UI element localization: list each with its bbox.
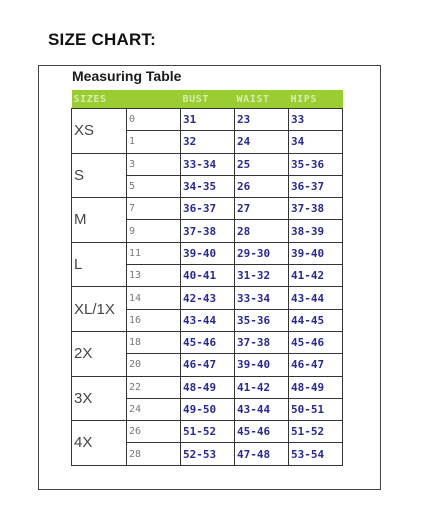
table-row [72,331,343,353]
size-label-cell: 4X [72,421,127,466]
size-number-cell: 18 [127,331,181,353]
hips-cell: 35-36 [289,153,343,175]
size-number-cell: 0 [127,109,181,131]
waist-cell: 45-46 [235,421,289,443]
waist-cell: 28 [235,220,289,242]
bust-cell: 42-43 [181,287,235,309]
size-label-cell: S [72,153,127,198]
hips-cell: 37-38 [289,198,343,220]
table-body [72,109,343,466]
hips-cell: 50-51 [289,398,343,420]
waist-cell: 26 [235,175,289,197]
bust-cell: 39-40 [181,242,235,264]
size-label-cell: 3X [72,376,127,421]
header-number [127,90,181,109]
header-bust: BUST [181,90,235,109]
hips-cell: 51-52 [289,421,343,443]
size-label-cell: M [72,198,127,243]
bust-cell: 40-41 [181,265,235,287]
waist-cell: 41-42 [235,376,289,398]
measuring-table [71,90,343,466]
table-row [72,421,343,443]
size-number-cell: 7 [127,198,181,220]
page-heading: SIZE CHART: [48,30,156,49]
hips-cell: 46-47 [289,354,343,376]
hips-cell: 48-49 [289,376,343,398]
size-number-cell: 1 [127,131,181,153]
waist-cell: 25 [235,153,289,175]
bust-cell: 34-35 [181,175,235,197]
table-row [72,376,343,398]
size-number-cell: 26 [127,421,181,443]
bust-cell: 33-34 [181,153,235,175]
bust-cell: 37-38 [181,220,235,242]
waist-cell: 43-44 [235,398,289,420]
size-label-cell: 2X [72,331,127,376]
bust-cell: 45-46 [181,331,235,353]
table-row [72,287,343,309]
bust-cell: 46-47 [181,354,235,376]
header-sizes: SIZES [72,90,127,109]
size-number-cell: 13 [127,265,181,287]
size-number-cell: 24 [127,398,181,420]
hips-cell: 41-42 [289,265,343,287]
waist-cell: 35-36 [235,309,289,331]
bust-cell: 51-52 [181,421,235,443]
size-label-cell: L [72,242,127,287]
size-number-cell: 28 [127,443,181,465]
size-number-cell: 22 [127,376,181,398]
waist-cell: 29-30 [235,242,289,264]
hips-cell: 33 [289,109,343,131]
hips-cell: 43-44 [289,287,343,309]
waist-cell: 37-38 [235,331,289,353]
bust-cell: 52-53 [181,443,235,465]
size-number-cell: 3 [127,153,181,175]
size-number-cell: 9 [127,220,181,242]
waist-cell: 31-32 [235,265,289,287]
header-waist: WAIST [235,90,289,109]
size-number-cell: 11 [127,242,181,264]
size-label-cell: XS [72,109,127,154]
bust-cell: 49-50 [181,398,235,420]
bust-cell: 36-37 [181,198,235,220]
bust-cell: 31 [181,109,235,131]
size-number-cell: 5 [127,175,181,197]
size-number-cell: 16 [127,309,181,331]
header-hips: HIPS [289,90,343,109]
hips-cell: 53-54 [289,443,343,465]
waist-cell: 24 [235,131,289,153]
size-number-cell: 14 [127,287,181,309]
waist-cell: 47-48 [235,443,289,465]
table-row [72,109,343,131]
hips-cell: 36-37 [289,175,343,197]
bust-cell: 32 [181,131,235,153]
hips-cell: 45-46 [289,331,343,353]
table-row [72,198,343,220]
size-number-cell: 20 [127,354,181,376]
waist-cell: 39-40 [235,354,289,376]
table-row [72,153,343,175]
table-title: Measuring Table [72,68,182,84]
size-label-cell: XL/1X [72,287,127,332]
waist-cell: 23 [235,109,289,131]
table-header-row [72,90,343,109]
waist-cell: 33-34 [235,287,289,309]
table-row [72,242,343,264]
hips-cell: 39-40 [289,242,343,264]
hips-cell: 44-45 [289,309,343,331]
bust-cell: 43-44 [181,309,235,331]
bust-cell: 48-49 [181,376,235,398]
hips-cell: 34 [289,131,343,153]
waist-cell: 27 [235,198,289,220]
hips-cell: 38-39 [289,220,343,242]
